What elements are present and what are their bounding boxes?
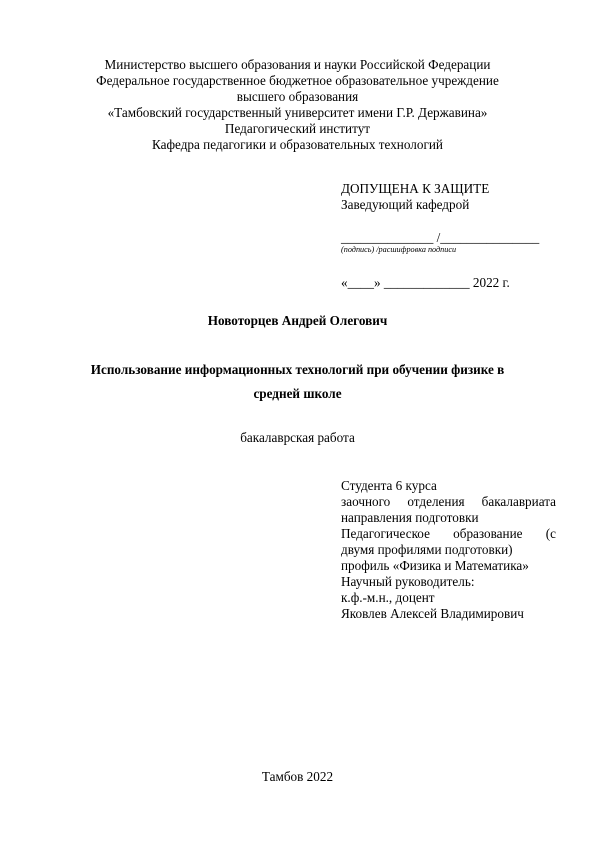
thesis-title-line-2: средней школе xyxy=(253,386,342,401)
thesis-title-line-1: Использование информационных технологий при обучении физике в xyxy=(90,362,505,377)
author-name: Новоторцев Андрей Олегович xyxy=(207,313,388,328)
thesis-title xyxy=(60,358,535,406)
student-program xyxy=(341,526,556,542)
student-department xyxy=(341,494,556,510)
approval-role: Заведующий кафедрой xyxy=(341,197,470,212)
institution-header xyxy=(60,57,535,153)
city-year: Тамбов 2022 xyxy=(261,769,334,784)
education-level-line: высшего образования xyxy=(236,89,359,104)
student-direction: направления подготовки xyxy=(341,510,479,525)
approval-date-line: «____» _____________ 2022 г. xyxy=(341,275,510,290)
approval-status: ДОПУЩЕНА К ЗАЩИТЕ xyxy=(341,181,490,196)
supervisor-label: Научный руководитель: xyxy=(341,574,475,589)
ministry-line: Министерство высшего образования и науки Российской Федерации xyxy=(104,57,491,72)
student-info-block xyxy=(341,478,556,622)
program-word-1: Педагогическое xyxy=(341,526,430,541)
signature-caption: (подпись) /расшифровка подписи xyxy=(341,245,457,254)
approval-block xyxy=(341,181,556,291)
institute-line: Педагогический институт xyxy=(224,121,371,136)
signature-line: ______________ /_______________ xyxy=(341,230,540,245)
department-line: Кафедра педагогики и образовательных технологий xyxy=(152,137,443,152)
student-profile: профиль «Физика и Математика» xyxy=(341,558,529,573)
student-profiles-note: двумя профилями подготовки) xyxy=(341,542,513,557)
institution-type-line: Федеральное государственное бюджетное образовательное учреждение xyxy=(96,73,499,88)
supervisor-degree: к.ф.-м.н., доцент xyxy=(341,590,435,605)
university-name-line: «Тамбовский государственный университет имени Г.Р. Державина» xyxy=(107,105,488,120)
work-type: бакалаврская работа xyxy=(240,430,355,445)
department-word-2: отделения xyxy=(407,494,465,509)
program-word-3: (с xyxy=(545,526,556,541)
student-course: Студента 6 курса xyxy=(341,478,437,493)
department-word-1: заочного xyxy=(341,494,391,509)
supervisor-name: Яковлев Алексей Владимирович xyxy=(341,606,524,621)
department-word-3: бакалавриата xyxy=(481,494,556,509)
program-word-2: образование xyxy=(453,526,523,541)
